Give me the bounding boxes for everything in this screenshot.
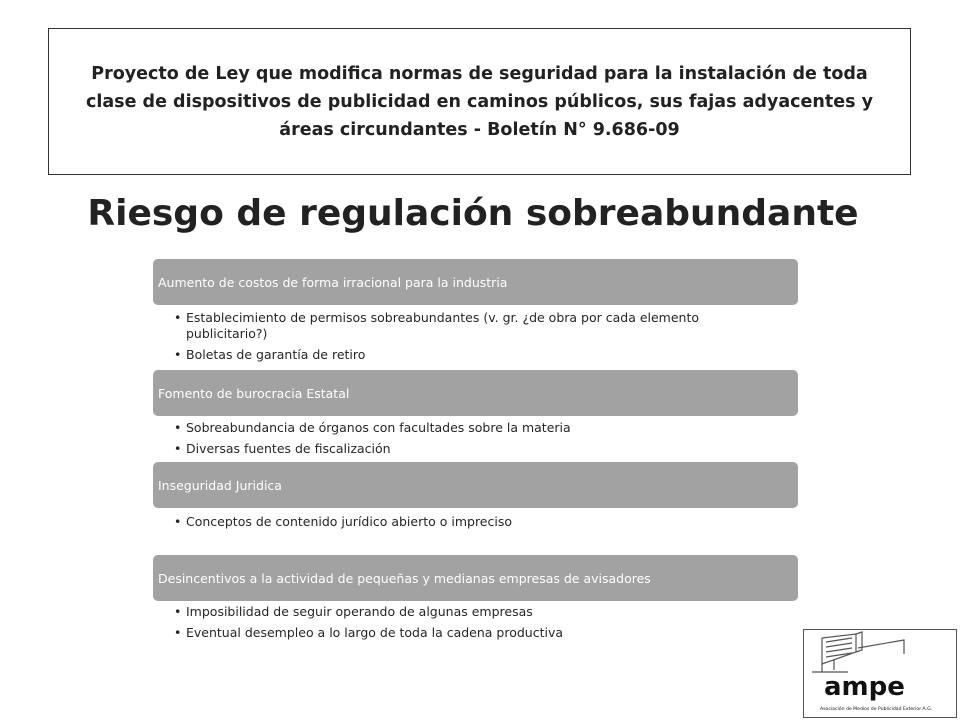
logo-tagline: Asociación de Medios de Publicidad Exterior A.G. [820,707,933,712]
list-item: • Diversas fuentes de fiscalización [174,441,774,457]
list-item: • Establecimiento de permisos sobreabundantes (v. gr. ¿de obra por cada elemento publicitario?) [174,310,774,342]
list-item: • Imposibilidad de seguir operando de algunas empresas [174,604,774,620]
billboard-logo-icon [804,630,956,717]
bullet-list-desincentivos [174,604,774,646]
title-text: Proyecto de Ley que modifica normas de seguridad para la instalación de toda clase de dispositivos de publicidad en caminos públicos, sus fajas adyacentes y áreas circundantes - Boletín N° 9.686-09 [86,63,873,140]
group-header-costos: Aumento de costos de forma irracional para la industria [153,259,798,305]
list-item: • Conceptos de contenido jurídico abierto o impreciso [174,514,774,530]
group-header-burocracia: Fomento de burocracia Estatal [153,370,798,416]
bullet-list-inseguridad [174,514,774,535]
logo-wordmark: ampe [824,672,905,702]
group-header-desincentivos: Desincentivos a la actividad de pequeñas y medianas empresas de avisadores [153,555,798,601]
group-header-inseguridad: Inseguridad Juridica [153,462,798,508]
bullet-list-burocracia [174,420,774,462]
ampe-logo [803,629,957,718]
list-item: • Boletas de garantía de retiro [174,347,774,363]
list-item: • Sobreabundancia de órganos con facultades sobre la materia [174,420,774,436]
title-box [48,28,911,175]
bullet-list-costos [174,310,774,368]
list-item: • Eventual desempleo a lo largo de toda la cadena productiva [174,625,774,641]
slide-heading: Riesgo de regulación sobreabundante [87,193,859,234]
